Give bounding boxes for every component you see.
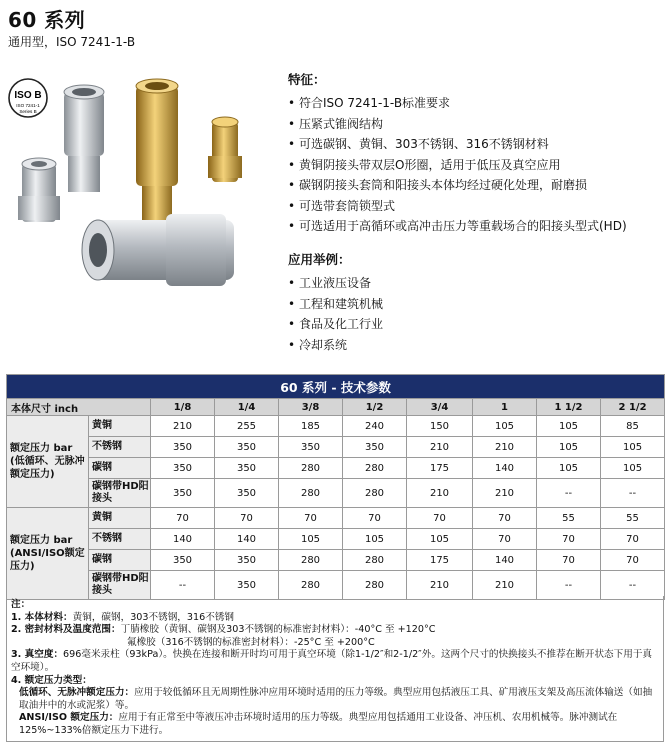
pressure-value: 210 [407,571,473,600]
pressure-value: 70 [343,508,407,529]
material-label: 碳钢带HD阳接头 [89,571,151,600]
pressure-value: 210 [151,416,215,437]
pressure-value: 350 [215,437,279,458]
pressure-value: 140 [473,550,537,571]
feature-item: • 压紧式锥阀结构 [288,114,666,135]
steel-coupler-front-icon [82,214,234,286]
pressure-value: 105 [601,437,665,458]
steel-coupler-back-icon [64,85,104,192]
table-title: 60 系列 - 技术参数 [7,375,665,399]
size-cell: 1 [473,399,537,416]
material-label: 不锈钢 [89,437,151,458]
pressure-value: 70 [151,508,215,529]
pressure-value: 280 [279,550,343,571]
pressure-value: 350 [343,437,407,458]
note-4: 4. 额定压力类型： [11,674,92,686]
note-2-line2: 氟橡胶（316不锈钢的标准密封材料）：-25°C 至 +200°C [127,636,375,648]
application-item: • 冷却系统 [288,335,666,356]
features-section [288,70,666,237]
pressure-value: 70 [407,508,473,529]
pressure-value: 280 [343,479,407,508]
size-cell: 3/4 [407,399,473,416]
pressure-value: 55 [537,508,601,529]
feature-item: • 可选带套筒锁型式 [288,196,666,217]
material-label: 碳钢 [89,550,151,571]
pressure-value: 105 [537,416,601,437]
pressure-value: 350 [215,458,279,479]
pressure-value: 70 [537,550,601,571]
pressure-value: 210 [473,437,537,458]
pressure-value: -- [151,571,215,600]
size-cell: 2 1/2 [601,399,665,416]
table-row [7,529,665,550]
pressure-value: 175 [407,458,473,479]
size-cell: 3/8 [279,399,343,416]
pressure-value: 210 [407,437,473,458]
applications-heading: 应用举例： [288,252,351,267]
pressure-value: 280 [279,571,343,600]
notes-section [6,596,664,742]
pressure-value: 140 [215,529,279,550]
pressure-value: 105 [343,529,407,550]
material-label: 碳钢 [89,458,151,479]
pressure-value: 210 [407,479,473,508]
pressure-value: 280 [343,550,407,571]
feature-item: • 碳钢阴接头套筒和阳接头本体均经过硬化处理，耐磨损 [288,175,666,196]
pressure-value: 70 [473,508,537,529]
size-cell: 1 1/2 [537,399,601,416]
spec-table [6,374,665,600]
size-cell: 1/4 [215,399,279,416]
pressure-value: 350 [151,550,215,571]
svg-text:Series B: Series B [19,109,37,114]
pressure-value: 350 [151,458,215,479]
svg-text:ISO B: ISO B [14,90,42,101]
size-label: 本体尺寸 inch [7,399,151,416]
material-label: 黄铜 [89,416,151,437]
pressure-value: 70 [601,529,665,550]
pressure-group-label: 额定压力 bar (低循环、无脉冲额定压力) [7,416,89,508]
pressure-value: 185 [279,416,343,437]
pressure-value: 55 [601,508,665,529]
iso-b-badge [9,79,47,117]
pressure-value: 280 [343,571,407,600]
pressure-value: 105 [537,458,601,479]
product-photo [6,68,274,314]
pressure-value: 150 [407,416,473,437]
feature-item: • 可选适用于高循环或高冲击压力等重载场合的阳接头型式(HD) [288,216,666,237]
pressure-value: -- [601,479,665,508]
material-label: 不锈钢 [89,529,151,550]
note-4a: 低循环、无脉冲额定压力：应用于较低循环且无周期性脉冲应用环境时适用的压力等级。典型应用包括液压工具、矿用液压支架及高压流体输送（如抽取油井中的水或泥浆）等。 [19,687,653,711]
features-heading: 特征： [288,72,326,87]
pressure-value: 280 [343,458,407,479]
page-subtitle: 通用型，ISO 7241-1-B [8,35,136,49]
pressure-value: 140 [151,529,215,550]
pressure-value: 70 [279,508,343,529]
pressure-value: 350 [215,571,279,600]
pressure-value: -- [537,479,601,508]
pressure-value: 240 [343,416,407,437]
table-row [7,508,665,529]
application-item: • 工程和建筑机械 [288,294,666,315]
table-row [7,416,665,437]
application-item: • 食品及化工行业 [288,314,666,335]
pressure-value: 105 [279,529,343,550]
page-title: 60 系列 [8,8,86,32]
pressure-value: 280 [279,458,343,479]
brass-coupler-icon [136,79,178,222]
pressure-value: -- [601,571,665,600]
pressure-value: 70 [473,529,537,550]
pressure-value: 105 [407,529,473,550]
pressure-value: 350 [215,479,279,508]
note-2: 2. 密封材料及温度范围：丁腈橡胶（黄铜、碳钢及303不锈钢的标准密封材料）：-40°C 至 +120°C [11,624,436,636]
table-row [7,550,665,571]
pressure-value: 280 [279,479,343,508]
pressure-value: 175 [407,550,473,571]
pressure-value: 105 [537,437,601,458]
pressure-value: 105 [601,458,665,479]
pressure-value: 350 [151,437,215,458]
pressure-value: 85 [601,416,665,437]
pressure-value: 255 [215,416,279,437]
steel-nipple-icon [18,158,60,222]
pressure-group-label: 额定压力 bar (ANSI/ISO额定压力) [7,508,89,600]
note-3: 3. 真空度：696毫米汞柱（93kPa）。快换在连接和断开时均可用于真空环境（除1-1/2″和2-1/2″外。这两个尺寸的快换接头不推荐在断开状态下用于真空环境）。 [11,649,653,673]
material-label: 黄铜 [89,508,151,529]
pressure-value: 70 [537,529,601,550]
pressure-value: 140 [473,458,537,479]
pressure-value: 350 [215,550,279,571]
pressure-value: 350 [151,479,215,508]
pressure-value: 70 [215,508,279,529]
pressure-value: -- [537,571,601,600]
table-row [7,479,665,508]
notes-heading: 注： [11,599,31,610]
size-header-row [7,399,665,416]
material-label: 碳钢带HD阳接头 [89,479,151,508]
feature-item: • 黄铜阴接头带双层O形圈，适用于低压及真空应用 [288,155,666,176]
application-item: • 工业液压设备 [288,273,666,294]
size-cell: 1/2 [343,399,407,416]
svg-text:ISO 7241-1: ISO 7241-1 [16,103,40,108]
pressure-value: 105 [473,416,537,437]
size-cell: 1/8 [151,399,215,416]
table-row [7,458,665,479]
applications-section [288,250,666,355]
note-1: 1. 本体材料：黄铜，碳钢，303不锈钢，316不锈钢 [11,611,234,623]
feature-item: • 符合ISO 7241-1-B标准要求 [288,93,666,114]
note-4b: ANSI/ISO 额定压力：应用于有正常至中等液压冲击环境时适用的压力等级。典型应用包括通用工业设备、冲压机、农用机械等。脉冲测试在125%~133%倍额定压力下进行。 [19,712,618,736]
pressure-value: 70 [601,550,665,571]
brass-nipple-icon [208,117,242,182]
table-row [7,437,665,458]
pressure-value: 210 [473,479,537,508]
feature-item: • 可选碳钢、黄铜、303不锈钢、316不锈钢材料 [288,134,666,155]
pressure-value: 210 [473,571,537,600]
pressure-value: 350 [279,437,343,458]
